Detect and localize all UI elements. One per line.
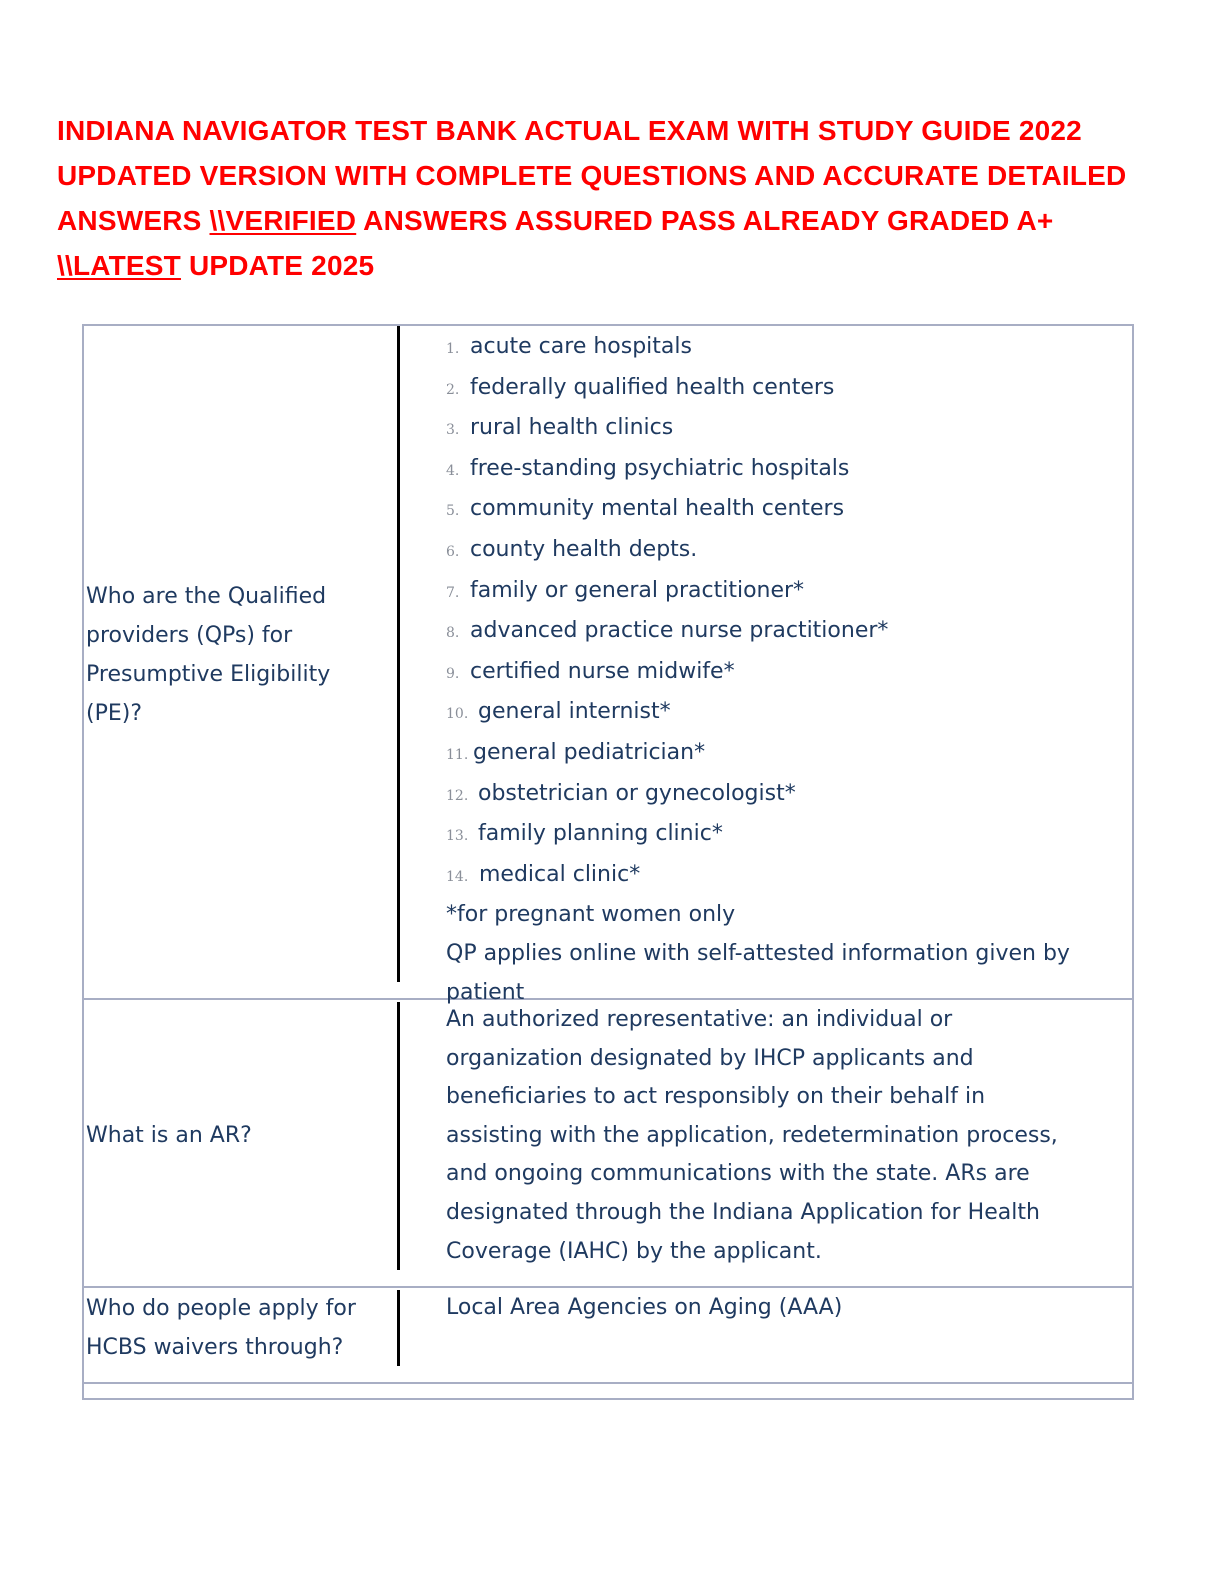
list-item: 4. free-standing psychiatric hospitals <box>446 455 850 481</box>
question-cell: Who do people apply for HCBS waivers through? <box>86 1296 356 1360</box>
list-item: 13. family planning clinic* <box>446 821 723 847</box>
answer-cell: Local Area Agencies on Aging (AAA) <box>446 1295 843 1320</box>
document-title <box>57 108 1177 288</box>
title-text-2: ANSWERS ASSURED PASS ALREADY GRADED A+ <box>356 205 1054 236</box>
list-item: 2. federally qualified health centers <box>446 374 835 400</box>
answer-cell: An authorized representative: an individual or organization designated by IHCP applicants and beneficiaries to act responsibly on their behalf in assisting with the application, redetermination process, and ongoing communications with the state. ARs are designated through the Indiana Application for Health Coverage (IAHC) by the applicant. <box>446 1007 1058 1264</box>
answer-cell <box>446 328 1086 1012</box>
column-divider <box>397 1002 400 1270</box>
column-divider <box>397 326 400 982</box>
list-item: 12. obstetrician or gynecologist* <box>446 780 796 806</box>
list-item: 11. general pediatrician* <box>446 739 706 765</box>
qa-row-3 <box>84 1288 1132 1384</box>
list-item: 9. certified nurse midwife* <box>446 658 735 684</box>
list-item: 8. advanced practice nurse practitioner* <box>446 618 889 644</box>
list-item: 3. rural health clinics <box>446 415 674 441</box>
list-item: 14. medical clinic* <box>446 861 641 887</box>
title-text-3: UPDATE 2025 <box>180 250 375 281</box>
qa-table <box>82 324 1134 1400</box>
empty-row <box>84 1384 1132 1398</box>
list-item: 5. community mental health centers <box>446 496 845 522</box>
qp-application-note: QP applies online with self-attested information given by patient <box>446 940 1070 1005</box>
title-verified-text: \\VERIFIED <box>209 205 357 236</box>
title-text-1: INDIANA NAVIGATOR TEST BANK ACTUAL EXAM WITH STUDY GUIDE 2022 UPDATED VERSION WITH COMPLETE QUESTIONS AND ACCURATE DETAILED ANSWERS <box>57 115 1127 236</box>
list-item: 1. acute care hospitals <box>446 334 692 359</box>
title-latest-text: \\LATEST <box>57 250 181 281</box>
list-item: 6. county health depts. <box>446 536 698 562</box>
qa-row-2 <box>84 1000 1132 1288</box>
pregnancy-note: *for pregnant women only <box>446 902 736 928</box>
list-item: 7. family or general practitioner* <box>446 577 805 603</box>
list-item: 10. general internist* <box>446 699 671 725</box>
qa-row-1 <box>84 326 1132 1005</box>
question-cell: Who are the Qualified providers (QPs) for Presumptive Eligibility (PE)? <box>86 584 331 726</box>
column-divider <box>397 1290 400 1366</box>
question-cell: What is an AR? <box>86 1123 252 1148</box>
provider-list <box>446 328 1086 896</box>
